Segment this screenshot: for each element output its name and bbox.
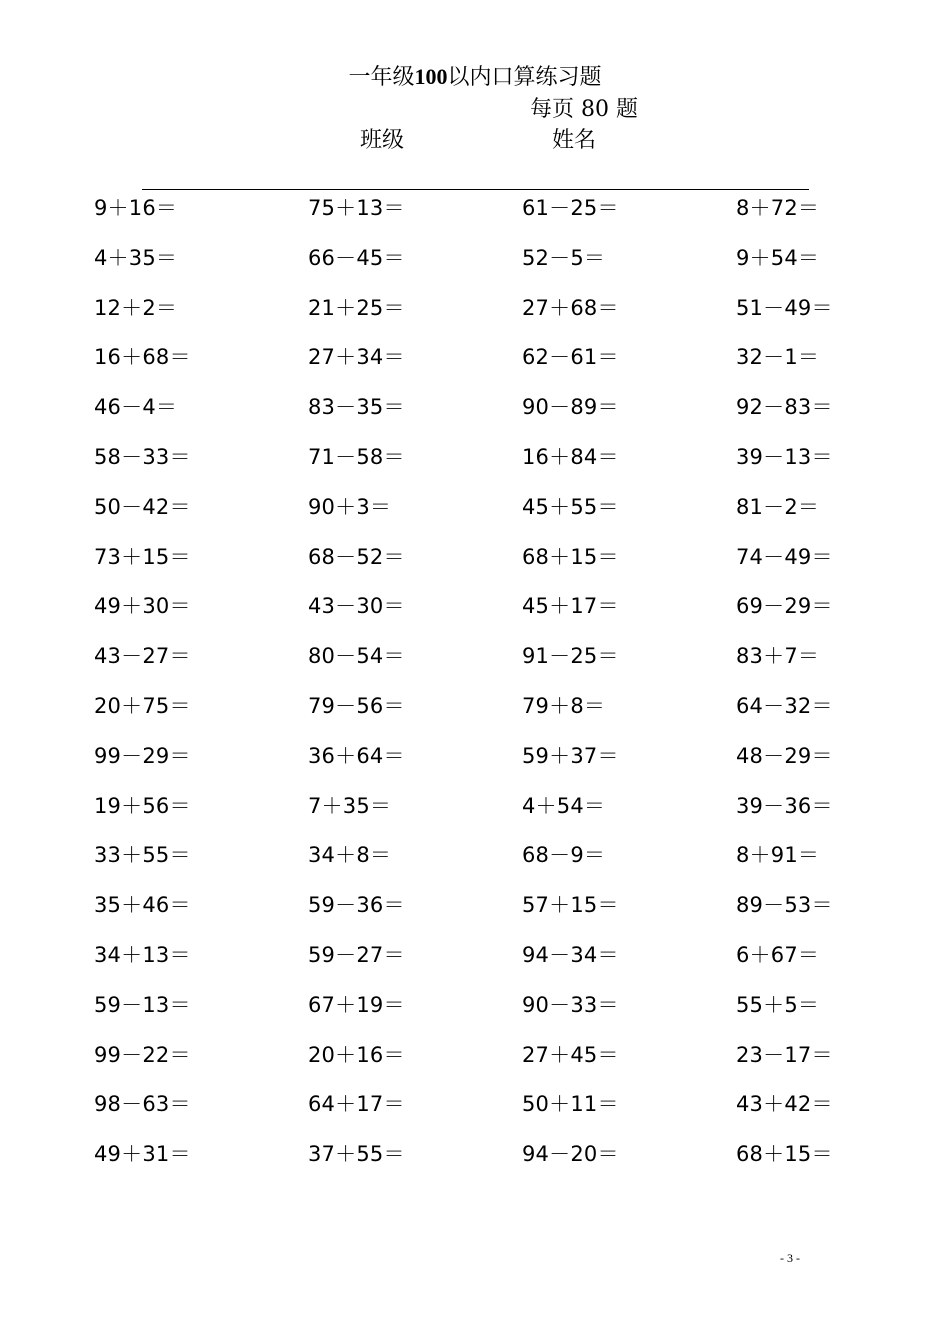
arithmetic-problem: 49＋30＝ — [94, 594, 191, 619]
arithmetic-problem: 20＋75＝ — [94, 693, 191, 718]
arithmetic-problem: 6＋67＝ — [736, 942, 820, 967]
arithmetic-problem: 59－36＝ — [308, 893, 405, 918]
arithmetic-problem: 75＋13＝ — [308, 196, 405, 220]
arithmetic-problem: 59－13＝ — [94, 992, 191, 1017]
arithmetic-problem: 46－4＝ — [94, 395, 178, 420]
arithmetic-problem: 49＋31＝ — [94, 1142, 191, 1167]
arithmetic-problem: 99－29＝ — [94, 743, 191, 768]
arithmetic-problem: 35＋46＝ — [94, 893, 191, 918]
arithmetic-problem: 68＋15＝ — [522, 544, 619, 569]
arithmetic-problem: 7＋35＝ — [308, 793, 392, 818]
arithmetic-problem: 52－5＝ — [522, 245, 606, 270]
arithmetic-problem: 90－89＝ — [522, 395, 619, 420]
arithmetic-problem: 33＋55＝ — [94, 843, 191, 868]
page-number: - 3 - — [780, 1251, 800, 1265]
arithmetic-problem: 61－25＝ — [522, 196, 619, 220]
per-page-count: 每页 80 题 — [530, 97, 638, 122]
arithmetic-problem: 64＋17＝ — [308, 1092, 405, 1117]
arithmetic-problem: 57＋15＝ — [522, 893, 619, 918]
title-number: 100 — [414, 64, 448, 89]
arithmetic-problem: 4＋35＝ — [94, 245, 178, 270]
arithmetic-problem: 27＋68＝ — [522, 295, 619, 320]
arithmetic-problem: 71－58＝ — [308, 444, 405, 469]
arithmetic-problem: 16＋68＝ — [94, 345, 191, 370]
arithmetic-problem: 43－27＝ — [94, 644, 191, 669]
arithmetic-problem: 36＋64＝ — [308, 743, 405, 768]
arithmetic-problem: 68＋15＝ — [736, 1142, 833, 1167]
arithmetic-problem: 9＋16＝ — [94, 196, 178, 220]
arithmetic-problem: 27＋34＝ — [308, 345, 405, 370]
arithmetic-problem: 55＋5＝ — [736, 992, 820, 1017]
arithmetic-problem: 83－35＝ — [308, 395, 405, 420]
arithmetic-problem: 91－25＝ — [522, 644, 619, 669]
arithmetic-problem: 94－34＝ — [522, 942, 619, 967]
arithmetic-problem: 98－63＝ — [94, 1092, 191, 1117]
arithmetic-problem: 43－30＝ — [308, 594, 405, 619]
arithmetic-problem: 23－17＝ — [736, 1042, 833, 1067]
arithmetic-problem: 34＋13＝ — [94, 942, 191, 967]
arithmetic-problem: 89－53＝ — [736, 893, 833, 918]
arithmetic-problem: 68－52＝ — [308, 544, 405, 569]
arithmetic-problem: 51－49＝ — [736, 295, 833, 320]
arithmetic-problem: 58－33＝ — [94, 444, 191, 469]
arithmetic-problem: 68－9＝ — [522, 843, 606, 868]
page-title — [0, 62, 950, 93]
arithmetic-problem: 74－49＝ — [736, 544, 833, 569]
arithmetic-problem: 8＋91＝ — [736, 843, 820, 868]
arithmetic-problem: 8＋72＝ — [736, 196, 820, 220]
arithmetic-problem: 39－36＝ — [736, 793, 833, 818]
arithmetic-problem: 80－54＝ — [308, 644, 405, 669]
arithmetic-problem: 94－20＝ — [522, 1142, 619, 1167]
arithmetic-problem: 99－22＝ — [94, 1042, 191, 1067]
arithmetic-problem: 16＋84＝ — [522, 444, 619, 469]
class-label: 班级 — [360, 128, 405, 153]
arithmetic-problem: 32－1＝ — [736, 345, 820, 370]
arithmetic-problem: 43＋42＝ — [736, 1092, 833, 1117]
arithmetic-problem: 50＋11＝ — [522, 1092, 619, 1117]
arithmetic-problem: 4＋54＝ — [522, 793, 606, 818]
arithmetic-problem: 20＋16＝ — [308, 1042, 405, 1067]
arithmetic-problem: 66－45＝ — [308, 245, 405, 270]
arithmetic-problem: 45＋55＝ — [522, 494, 619, 519]
arithmetic-problem: 81－2＝ — [736, 494, 820, 519]
arithmetic-problem: 59－27＝ — [308, 942, 405, 967]
arithmetic-problem: 90－33＝ — [522, 992, 619, 1017]
arithmetic-problem: 27＋45＝ — [522, 1042, 619, 1067]
arithmetic-problem: 39－13＝ — [736, 444, 833, 469]
title-prefix: 一年级 — [348, 65, 415, 90]
arithmetic-problem: 79＋8＝ — [522, 693, 606, 718]
arithmetic-problem: 34＋8＝ — [308, 843, 392, 868]
arithmetic-problem: 69－29＝ — [736, 594, 833, 619]
arithmetic-problem: 79－56＝ — [308, 693, 405, 718]
arithmetic-problem: 67＋19＝ — [308, 992, 405, 1017]
arithmetic-problem: 19＋56＝ — [94, 793, 191, 818]
arithmetic-problem: 37＋55＝ — [308, 1142, 405, 1167]
arithmetic-problem: 92－83＝ — [736, 395, 833, 420]
arithmetic-problem: 48－29＝ — [736, 743, 833, 768]
title-suffix: 以内口算练习题 — [447, 65, 602, 90]
arithmetic-problem: 9＋54＝ — [736, 245, 820, 270]
arithmetic-problem: 45＋17＝ — [522, 594, 619, 619]
problem-grid — [94, 188, 894, 1184]
arithmetic-problem: 83＋7＝ — [736, 644, 820, 669]
arithmetic-problem: 21＋25＝ — [308, 295, 405, 320]
arithmetic-problem: 12＋2＝ — [94, 295, 178, 320]
arithmetic-problem: 59＋37＝ — [522, 743, 619, 768]
arithmetic-problem: 64－32＝ — [736, 693, 833, 718]
arithmetic-problem: 73＋15＝ — [94, 544, 191, 569]
arithmetic-problem: 90＋3＝ — [308, 494, 392, 519]
name-label: 姓名 — [552, 128, 597, 153]
arithmetic-problem: 62－61＝ — [522, 345, 619, 370]
arithmetic-problem: 50－42＝ — [94, 494, 191, 519]
